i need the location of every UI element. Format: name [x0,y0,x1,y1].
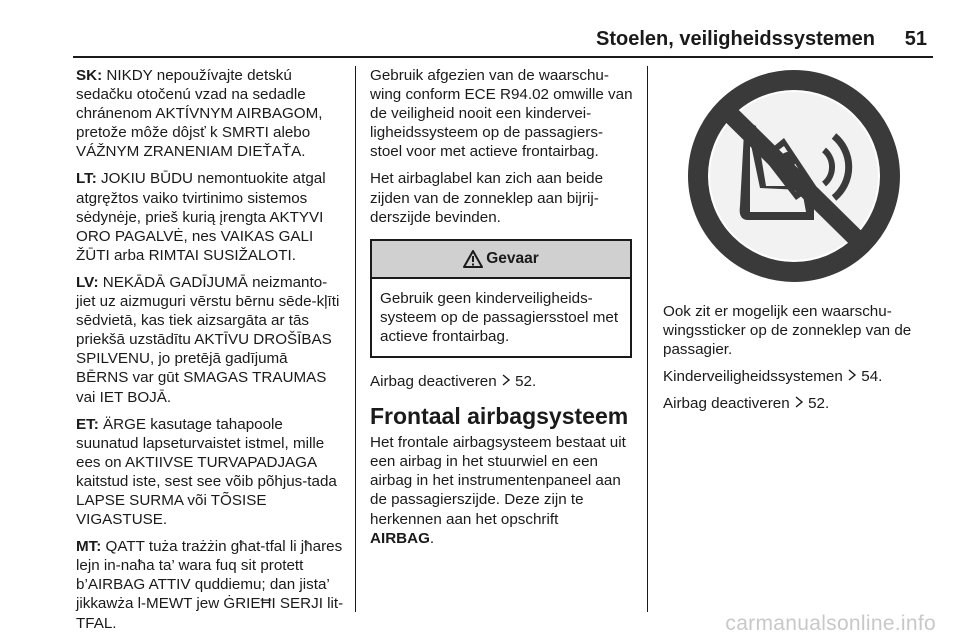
page-number: 51 [904,28,927,50]
header-title: Stoelen, veiligheidssystemen [596,28,875,50]
warning-paragraph-sk [76,66,344,161]
reference-text: Airbag deactiveren [370,373,497,391]
body-paragraph [370,433,634,548]
page-reference-arrow-icon [794,396,804,408]
warning-text: QATT tuża trażżin għat-tfal li jħares lejn in-naħa ta’ wara fuq sit protett b’AIRBAG ATTIV quddiemu; dan jista’ jikkawża l-MEWT jew ĠRIEĦI SERJI lit-TFAL. [76,538,344,632]
reference-page: 54. [861,368,883,386]
page-reference-arrow-icon [501,374,511,386]
cross-reference[interactable] [370,372,634,391]
cross-reference[interactable] [663,367,929,386]
body-paragraph: Gebruik afgezien van de waarschu-wing conform ECE R94.02 omwille van de veiligheid nooit een kindervei-ligheidssysteem op de passagiers-stoel voor met actieve frontairbag. [370,67,633,161]
column-divider-1 [355,66,356,612]
column-2 [370,66,634,556]
watermark: carmanualsonline.info [725,612,936,635]
cross-reference[interactable] [663,394,929,413]
body-text: Het frontale airbagsysteem bestaat uit een airbag in het stuurwiel en een airbag in het instrumentenpaneel aan de passagierszijde. Deze zijn te herkennen aan het opschrift [370,434,626,528]
warning-paragraph-lt [76,169,344,264]
period: . [429,529,435,547]
column-divider-2 [647,66,648,612]
body-paragraph: Ook zit er mogelijk een waarschu-wingssticker op de zonneklep van de passagier. [663,303,912,359]
reference-text: Airbag deactiveren [663,395,790,413]
warning-paragraph-lv [76,273,344,407]
column-1 [76,66,344,641]
warning-text: NIKDY nepoužívajte detskú sedačku otočenú vzad na sedadle chránenom AKTÍVNYM AIRBAGOM, pretože môže dôjsť k SMRTI alebo VÁŽNYM ZRANENIAM DIEŤAŤA. [76,67,323,161]
reference-text: Kinderveiligheidssystemen [663,368,843,386]
language-code: LT: [76,170,97,188]
reference-page: 52. [808,395,830,413]
warning-paragraph-mt [76,537,344,632]
no-child-seat-airbag-sign [684,68,904,284]
language-code: SK: [76,67,103,84]
language-code: MT: [76,538,102,556]
danger-box-header [372,241,630,279]
warning-paragraph-et [76,415,344,530]
page-header [73,18,933,58]
warning-text: JOKIU BŪDU nemontuokite atgal atgręžtos vaiko tvirtinimo sistemos sėdynėje, prieš kurią įrengta AKTYVI ORO PAGALVĖ, nes VAIKAS GALI ŽŪTI arba RIMTAI SUSIŽALOTI. [76,170,326,264]
page-reference-arrow-icon [847,369,857,381]
language-code: LV: [76,273,99,291]
airbag-warning-sign-image [663,66,925,286]
column-3 [663,66,929,421]
body-paragraph: Het airbaglabel kan zich aan beide zijden van de zonneklep aan bijrij-derszijde bevinden. [370,170,604,226]
danger-box [370,239,632,358]
warning-text: NEKĀDĀ GADĪJUMĀ neizmanto-jiet uz aizmuguri vērstu bērnu sēde-kļīti sēdvietā, kas tiek aizsargāta ar tās priekšā uzstādītu AKTĪVU DROŠĪBAS SPILVENU, jo pretējā gadījumā BĒRNS var gūt SMAGAS TRAUMAS vai IET BOJĀ. [76,273,340,406]
warning-triangle-icon [463,250,483,268]
danger-box-text: Gebruik geen kinderveiligheids-systeem op de passagiersstoel met actieve frontairbag. [380,289,619,345]
reference-page: 52. [515,373,537,391]
danger-box-title: Gevaar [486,250,539,268]
section-heading: Frontaal airbagsysteem [370,403,629,430]
warning-text: ÄRGE kasutage tahapoole suunatud lapseturvaistet istmel, mille ees on AKTIIVSE TURVAPADJAGA kaitstud iste, sest see võib põhjus-tada LAPSE SURMA või TÕSISE VIGASTUSE. [76,415,337,529]
airbag-label: AIRBAG [370,529,430,547]
language-code: ET: [76,415,99,433]
